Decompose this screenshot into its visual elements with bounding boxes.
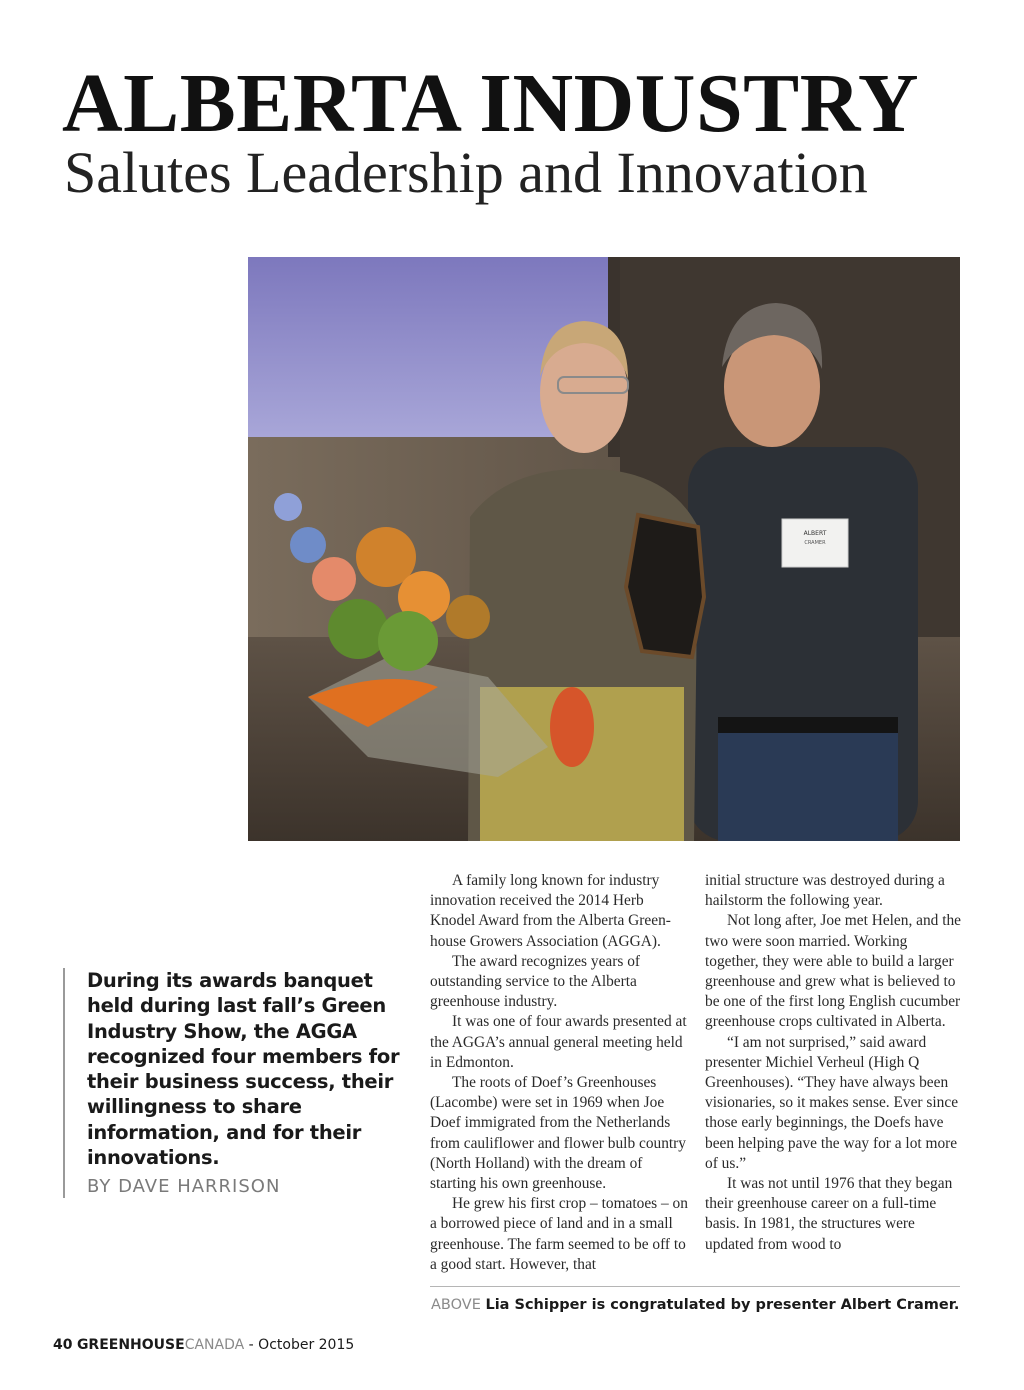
paragraph: He grew his first crop – tomatoes – on a borrowed piece of land and in a small greenhouse. The farm seemed to be off to a good start. However, that bbox=[430, 1195, 688, 1273]
name-tag-line2: CRAMER bbox=[804, 540, 826, 546]
paragraph-continued: initial structure was destroyed during a hailstorm the following year. bbox=[705, 872, 945, 910]
paragraph: “I am not surprised,” said award presenter Michiel Verheul (High Q Greenhouses). “They have always been visionaries, so it makes sense. Ever since those early beginnings, the Doefs have been helping pave the way for a lot more of us.” bbox=[705, 1033, 959, 1172]
magazine-name-light: CANADA bbox=[184, 1337, 245, 1353]
paragraph: The roots of Doef’s Greenhouses (Lacombe) were set in 1969 when Joe Doef immigrated from the Netherlands from cauliflower and flower bulb country (North Holland) with the dream of starting his own greenhouse. bbox=[430, 1074, 686, 1193]
award-photo bbox=[248, 257, 960, 841]
byline: BY DAVE HARRISON bbox=[87, 1176, 281, 1197]
award-photo-illustration bbox=[248, 257, 960, 841]
issue-date: October 2015 bbox=[258, 1337, 355, 1353]
footer-separator: - bbox=[248, 1337, 254, 1353]
paragraph: It was not until 1976 that they began their greenhouse career on a full-time basis. In 1981, the structures were updated from wood to bbox=[705, 1175, 953, 1253]
photo-caption bbox=[431, 1297, 959, 1313]
deck-text: During its awards banquet held during last fall’s Green Industry Show, the AGGA recognized four members for their business success, their willingness to share information, and for their innovations. bbox=[87, 969, 400, 1170]
paragraph: A family long known for industry innovation received the 2014 Herb Knodel Award from the Alberta Greenhouse Growers Association (AGGA). bbox=[430, 872, 671, 950]
caption-text: Lia Schipper is congratulated by presenter Albert Cramer. bbox=[485, 1297, 960, 1313]
page-footer bbox=[53, 1337, 354, 1353]
subheadline: Salutes Leadership and Innovation bbox=[64, 140, 868, 205]
article-deck bbox=[63, 968, 417, 1198]
caption-label: ABOVE bbox=[431, 1297, 481, 1313]
paragraph: Not long after, Joe met Helen, and the two were soon married. Working together, they were able to build a larger greenhouse and grew what is believed to be one of the first long English cucumber greenhouse crops cultivated in Alberta. bbox=[705, 912, 962, 1031]
body-column-1 bbox=[430, 871, 688, 1275]
page-number: 40 bbox=[53, 1337, 73, 1353]
paragraph: The award recognizes years of outstanding service to the Alberta greenhouse industry. bbox=[430, 952, 641, 1011]
paragraph: It was one of four awards presented at the AGGA’s annual general meeting held in Edmonton. bbox=[430, 1013, 687, 1071]
magazine-name-bold: GREENHOUSE bbox=[76, 1337, 185, 1353]
caption-divider bbox=[430, 1286, 960, 1287]
headline: ALBERTA INDUSTRY bbox=[62, 57, 920, 150]
name-tag-line1: ALBERT bbox=[803, 530, 827, 537]
body-column-2 bbox=[705, 871, 963, 1255]
